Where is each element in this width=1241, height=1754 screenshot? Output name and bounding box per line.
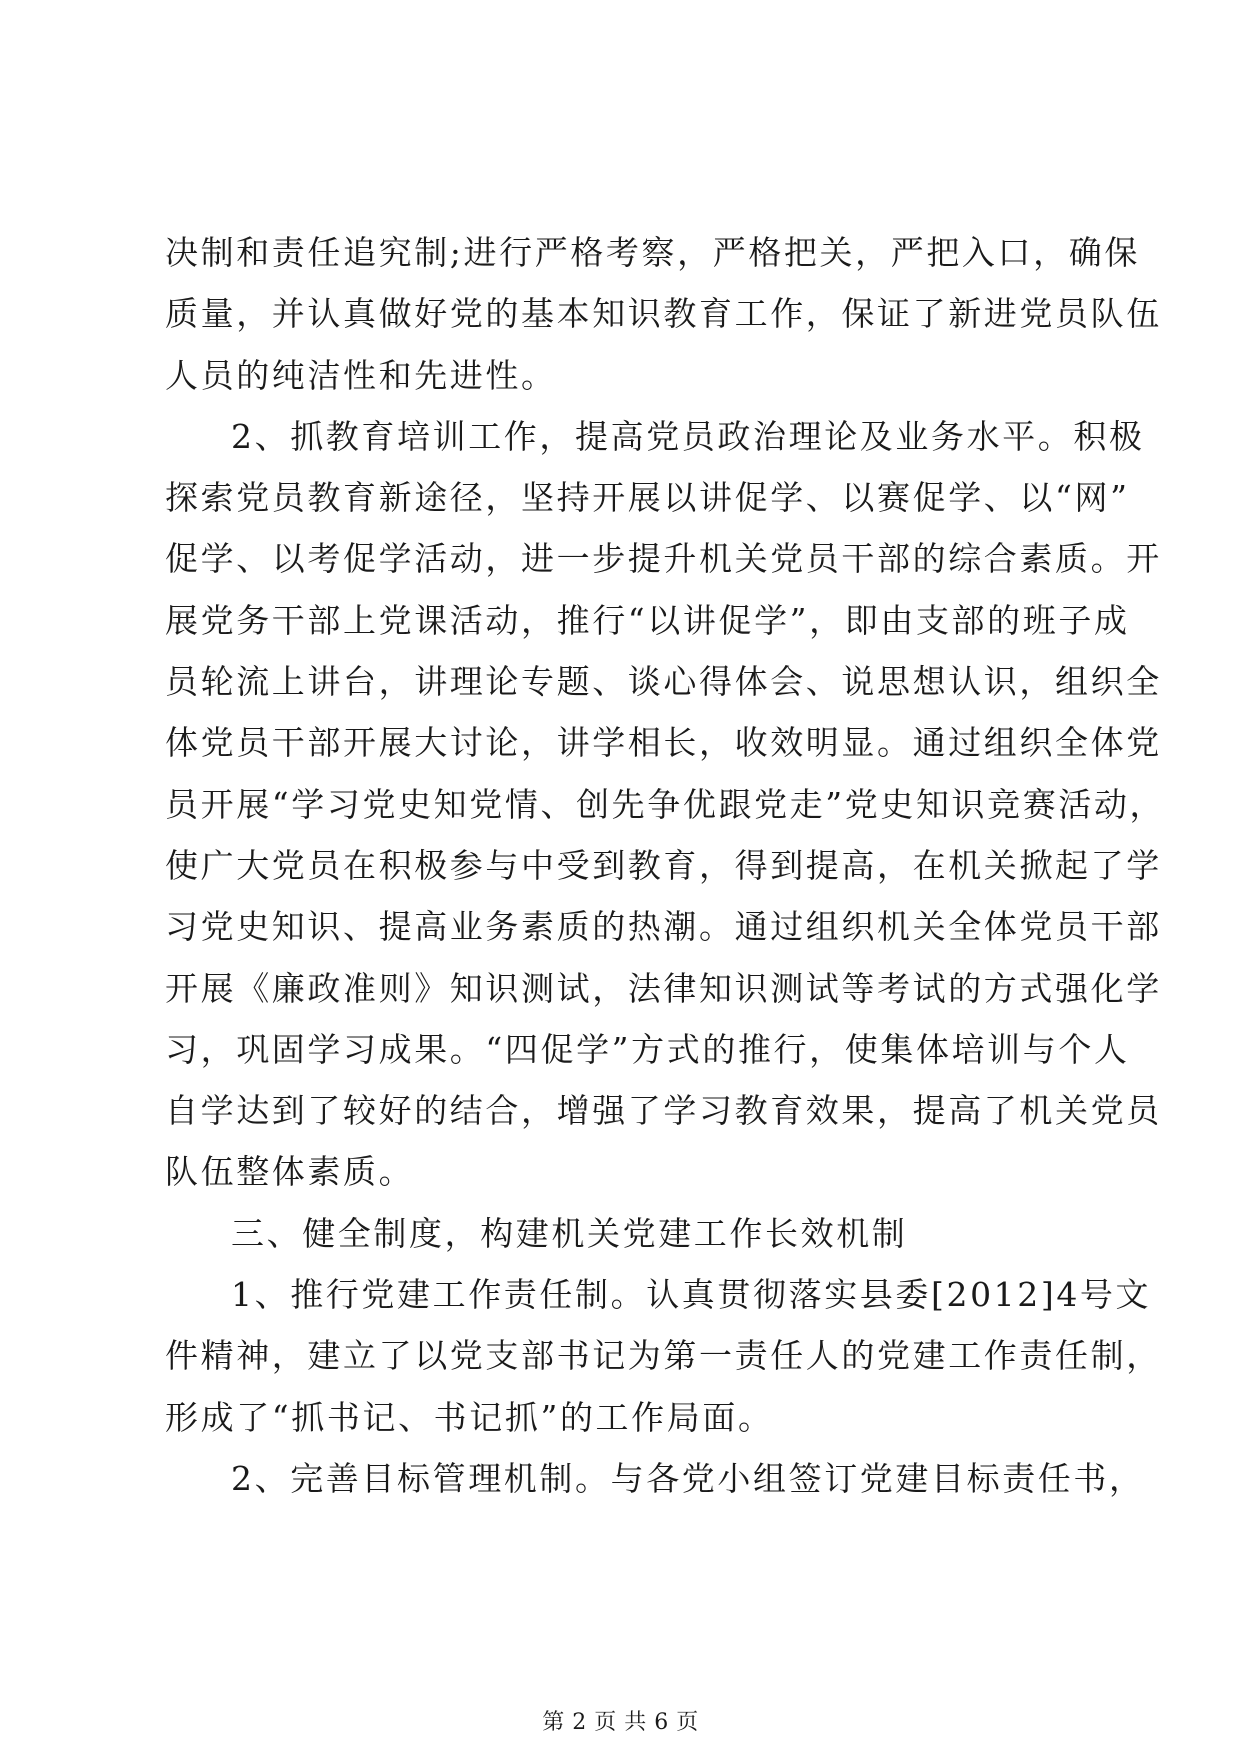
paragraph-line: 1、推行党建工作责任制。认真贯彻落实县委[2012]4号文 xyxy=(231,1275,1152,1315)
paragraph-line: 体党员干部开展大讨论，讲学相长，收效明显。通过组织全体党 xyxy=(165,723,1162,763)
paragraph-line: 展党务干部上党课活动，推行“以讲促学”，即由支部的班子成 xyxy=(165,600,1130,640)
paragraph-line: 决制和责任追究制;进行严格考察，严格把关，严把入口，确保 xyxy=(165,233,1140,272)
paragraph-line: 员开展“学习党史知党情、创先争优跟党走”党史知识竞赛活动， xyxy=(165,784,1166,824)
paragraph-line: 员轮流上讲台，讲理论专题、谈心得体会、说思想认识，组织全 xyxy=(165,662,1162,702)
paragraph-line: 件精神，建立了以党支部书记为第一责任人的党建工作责任制， xyxy=(165,1336,1162,1376)
page-number-footer: 第 2 页 共 6 页 xyxy=(542,1710,699,1735)
paragraph-line: 队伍整体素质。 xyxy=(165,1152,415,1192)
paragraph-line: 形成了“抓书记、书记抓”的工作局面。 xyxy=(165,1397,774,1437)
paragraph-line: 习党史知识、提高业务素质的热潮。通过组织机关全体党员干部 xyxy=(165,907,1162,947)
paragraph-line: 使广大党员在积极参与中受到教育，得到提高，在机关掀起了学 xyxy=(165,845,1162,885)
paragraph-line: 质量，并认真做好党的基本知识教育工作，保证了新进党员队伍 xyxy=(165,294,1162,334)
paragraph-line: 2、完善目标管理机制。与各党小组签订党建目标责任书， xyxy=(231,1458,1145,1498)
paragraph-line: 自学达到了较好的结合，增强了学习教育效果，提高了机关党员 xyxy=(165,1091,1162,1131)
paragraph-line: 人员的纯洁性和先进性。 xyxy=(165,355,557,395)
paragraph-line: 探索党员教育新途径，坚持开展以讲促学、以赛促学、以“网” xyxy=(165,478,1130,518)
section-heading: 三、健全制度，构建机关党建工作长效机制 xyxy=(231,1213,908,1253)
paragraph-line: 习，巩固学习成果。“四促学”方式的推行，使集体培训与个人 xyxy=(165,1029,1130,1069)
paragraph-line: 2、抓教育培训工作，提高党员政治理论及业务水平。积极 xyxy=(231,416,1145,456)
paragraph-line: 开展《廉政准则》知识测试，法律知识测试等考试的方式强化学 xyxy=(165,968,1162,1008)
paragraph-line: 促学、以考促学活动，进一步提升机关党员干部的综合素质。开 xyxy=(165,539,1162,579)
document-body xyxy=(165,222,1166,1509)
